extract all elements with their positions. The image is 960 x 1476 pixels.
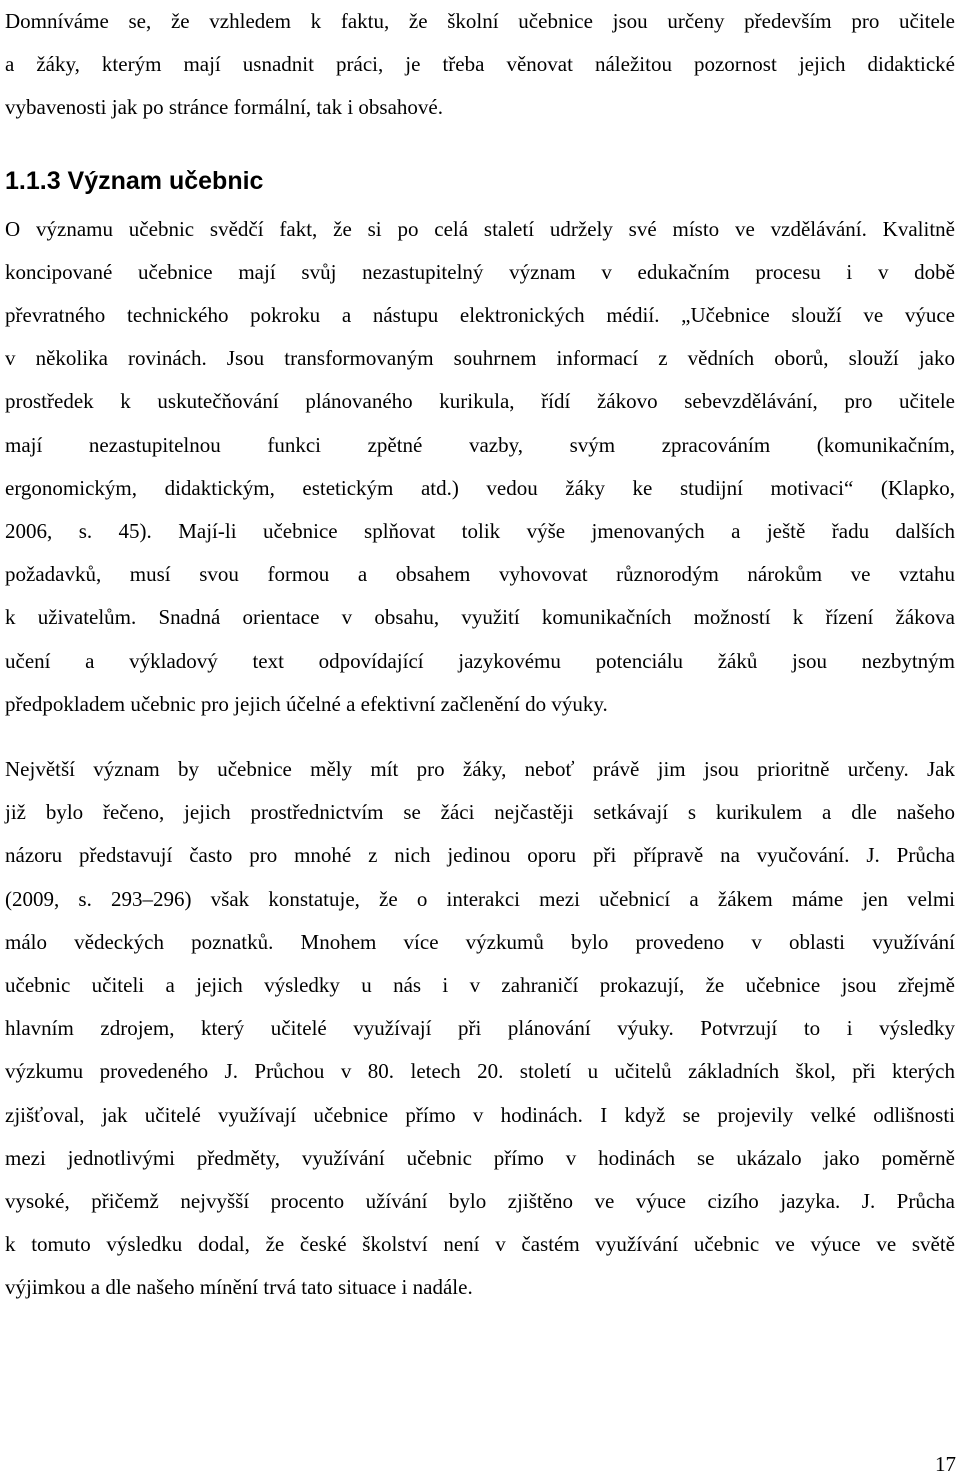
text-line: a žáky, kterým mají usnadnit práci, je třeba věnovat náležitou pozornost jejich didaktické [5,52,955,77]
section-heading: 1.1.3 Význam učebnic [5,166,264,195]
text-line: názoru představují často pro mnohé z nich jedinou oporu při přípravě na vyučování. J. Průcha [5,843,955,868]
page-number: 17 [935,1452,956,1476]
text-line: požadavků, musí svou formou a obsahem vyhovovat různorodým nárokům ve vztahu [5,562,955,587]
text-line: výjimkou a dle našeho mínění trvá tato situace i nadále. [5,1275,473,1300]
text-line: mezi jednotlivými předměty, využívání učebnic přímo v hodinách se ukázalo jako poměrně [5,1145,955,1170]
text-line: koncipované učebnice mají svůj nezastupitelný význam v edukačním procesu i v době [5,259,955,284]
text-line: zjišťoval, jak učitelé využívají učebnice přímo v hodinách. I když se projevily velké odlišnosti [5,1102,955,1127]
text-line: prostředek k uskutečňování plánovaného kurikula, řídí žákovo sebevzdělávání, pro učitele [5,389,955,414]
text-line: hlavním zdrojem, který učitelé využívají při plánování výuky. Potvrzují to i výsledky [5,1016,955,1041]
text-line: již bylo řečeno, jejich prostřednictvím se žáci nejčastěji setkávají s kurikulem a dle našeho [5,800,955,825]
intro-paragraph [5,0,955,130]
text-line: mají nezastupitelnou funkci zpětné vazby, svým zpracováním (komunikačním, [5,432,955,457]
text-line: předpokladem učebnic pro jejich účelné a efektivní začlenění do výuky. [5,691,608,716]
text-line: málo vědeckých poznatků. Mnohem více výzkumů bylo provedeno v oblasti využívání [5,929,955,954]
section-paragraph-1 [5,208,955,726]
text-line: O významu učebnic svědčí fakt, že si po celá staletí udržely své místo ve vzdělávání. Kvalitně [5,216,955,241]
document-page [5,0,955,1310]
text-line: k uživatelům. Snadná orientace v obsahu, využití komunikačních možností k řízení žákova [5,605,955,630]
section-paragraph-2 [5,748,955,1310]
text-line: (2009, s. 293–296) však konstatuje, že o interakci mezi učebnicí a žákem máme jen velmi [5,886,955,911]
text-line: vybavenosti jak po stránce formální, tak i obsahové. [5,95,443,120]
text-line: výzkumu provedeného J. Průchou v 80. letech 20. století u učitelů základních škol, při kterých [5,1059,955,1084]
text-line: učení a výkladový text odpovídající jazykovému potenciálu žáků jsou nezbytným [5,648,955,673]
text-line: Největší význam by učebnice měly mít pro žáky, neboť právě jim jsou prioritně určeny. Jak [5,757,955,782]
text-line: 2006, s. 45). Mají-li učebnice splňovat tolik výše jmenovaných a ještě řadu dalších [5,519,955,544]
text-line: k tomuto výsledku dodal, že české školství není v častém využívání učebnic ve výuce ve světě [5,1232,955,1257]
text-line: převratného technického pokroku a nástupu elektronických médií. „Učebnice slouží ve výuce [5,303,955,328]
text-line: učebnic učiteli a jejich výsledky u nás i v zahraničí prokazují, že učebnice jsou zřejmě [5,973,955,998]
text-line: vysoké, přičemž nejvyšší procento užívání bylo zjištěno ve výuce cizího jazyka. J. Průcha [5,1189,955,1214]
text-line: Domníváme se, že vzhledem k faktu, že školní učebnice jsou určeny především pro učitele [5,9,955,33]
text-line: v několika rovinách. Jsou transformovaným souhrnem informací z vědních oborů, slouží jako [5,346,955,371]
text-line: ergonomickým, didaktickým, estetickým atd.) vedou žáky ke studijní motivaci“ (Klapko, [5,475,955,500]
